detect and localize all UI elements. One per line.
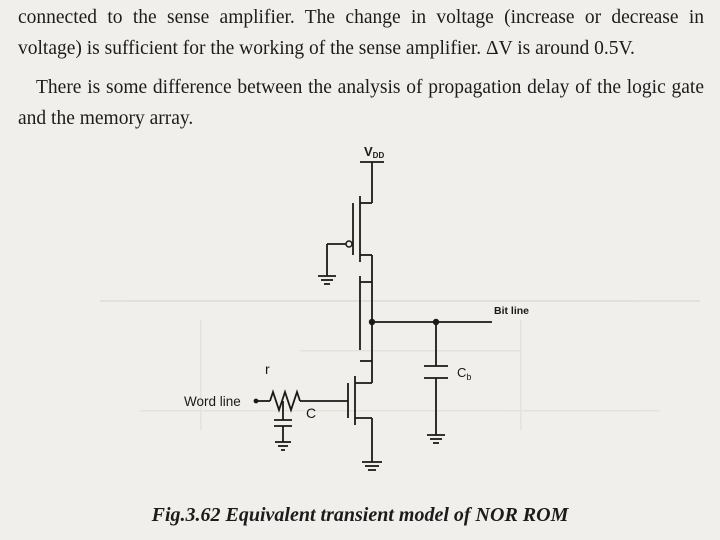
circuit-wires bbox=[257, 162, 492, 470]
bleed-through-background bbox=[100, 300, 700, 430]
pmos-gate-bubble bbox=[346, 241, 352, 247]
cb-label: $C_b$ bbox=[457, 365, 472, 382]
word-line-terminal bbox=[254, 399, 259, 404]
cb-node bbox=[433, 319, 439, 325]
resistor-r-label: r bbox=[265, 361, 270, 377]
bit-line-node bbox=[369, 319, 375, 325]
gate-capacitance-c-label: C bbox=[306, 405, 317, 421]
bit-line-label: Bit line bbox=[494, 305, 530, 317]
paragraph-propagation-delay: There is some difference between the analysis of propagation delay of the logic gate and the memory array. bbox=[18, 77, 704, 129]
figure-caption: Fig.3.62 Equivalent transient model of NOR ROM bbox=[151, 504, 569, 526]
paragraph-sense-amplifier: connected to the sense amplifier. The change in voltage (increase or decrease in voltage) is sufficient for the working of the sense amplifier. ΔV is around 0.5V. bbox=[18, 7, 704, 59]
vdd-label: VDD bbox=[364, 144, 385, 160]
word-line-label: Word line bbox=[184, 394, 241, 409]
